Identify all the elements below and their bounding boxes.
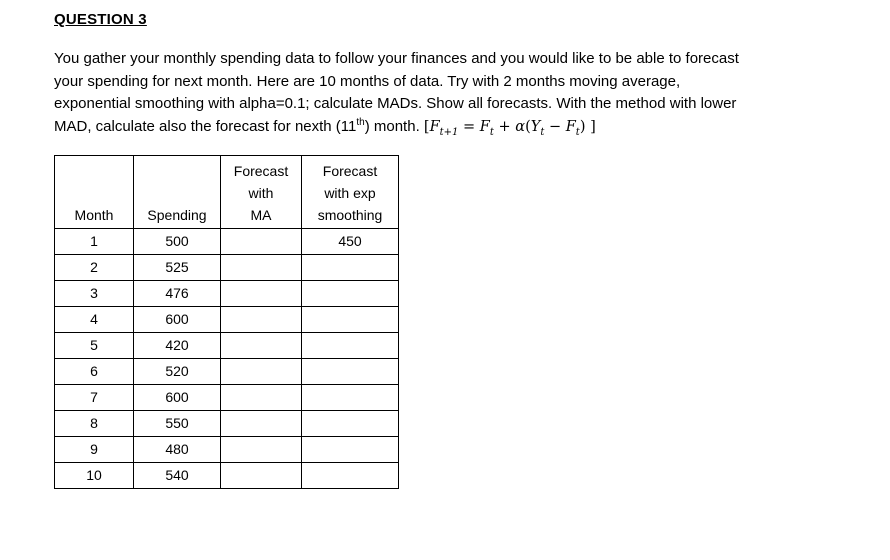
cell-spending: 600 bbox=[134, 307, 221, 333]
cell-month: 5 bbox=[55, 333, 134, 359]
cell-spending: 550 bbox=[134, 411, 221, 437]
cell-spending: 500 bbox=[134, 229, 221, 255]
cell-spending: 600 bbox=[134, 385, 221, 411]
cell-spending: 540 bbox=[134, 463, 221, 489]
question-line-1: You gather your monthly spending data to follow your finances and you would like to be able to forecast bbox=[54, 50, 739, 67]
cell-exp bbox=[302, 463, 399, 489]
cell-month: 10 bbox=[55, 463, 134, 489]
table-row bbox=[55, 333, 399, 359]
cell-month: 1 bbox=[55, 229, 134, 255]
cell-spending: 420 bbox=[134, 333, 221, 359]
cell-exp bbox=[302, 255, 399, 281]
question-text bbox=[54, 48, 844, 138]
cell-exp bbox=[302, 281, 399, 307]
table-row bbox=[55, 437, 399, 463]
cell-ma bbox=[221, 333, 302, 359]
table-row bbox=[55, 411, 399, 437]
table-row bbox=[55, 359, 399, 385]
question-line-4 bbox=[54, 116, 844, 139]
question-line-2: your spending for next month. Here are 10 months of data. Try with 2 months moving average, bbox=[54, 72, 681, 90]
cell-ma bbox=[221, 307, 302, 333]
cell-month: 9 bbox=[55, 437, 134, 463]
cell-month: 2 bbox=[55, 255, 134, 281]
table-body bbox=[55, 229, 399, 489]
cell-spending: 476 bbox=[134, 281, 221, 307]
cell-spending: 480 bbox=[134, 437, 221, 463]
cell-exp bbox=[302, 411, 399, 437]
question-line-3: exponential smoothing with alpha=0.1; calculate MADs. Show all forecasts. With the method with lower bbox=[54, 95, 737, 112]
table-row bbox=[55, 255, 399, 281]
table-row bbox=[55, 281, 399, 307]
cell-exp bbox=[302, 385, 399, 411]
cell-month: 6 bbox=[55, 359, 134, 385]
cell-spending: 520 bbox=[134, 359, 221, 385]
spending-table bbox=[54, 155, 399, 489]
ordinal-suffix: th bbox=[356, 116, 365, 128]
cell-ma bbox=[221, 385, 302, 411]
table-row bbox=[55, 307, 399, 333]
cell-ma bbox=[221, 281, 302, 307]
cell-exp bbox=[302, 359, 399, 385]
line4-suffix: ) month. bbox=[364, 117, 420, 135]
cell-month: 7 bbox=[55, 385, 134, 411]
header-forecast-ma: Forecast with MA bbox=[221, 156, 302, 229]
cell-month: 4 bbox=[55, 307, 134, 333]
cell-exp bbox=[302, 307, 399, 333]
cell-month: 3 bbox=[55, 281, 134, 307]
table-header-row bbox=[55, 156, 399, 229]
cell-ma bbox=[221, 411, 302, 437]
cell-month: 8 bbox=[55, 411, 134, 437]
cell-ma bbox=[221, 463, 302, 489]
line4-prefix: MAD, calculate also the forecast for nexth (11 bbox=[54, 117, 357, 135]
cell-spending: 525 bbox=[134, 255, 221, 281]
cell-ma bbox=[221, 359, 302, 385]
header-month: Month bbox=[55, 156, 134, 229]
cell-exp: 450 bbox=[302, 229, 399, 255]
cell-ma bbox=[221, 229, 302, 255]
cell-exp bbox=[302, 437, 399, 463]
cell-exp bbox=[302, 333, 399, 359]
question-heading: QUESTION 3 bbox=[54, 11, 147, 28]
table-row bbox=[55, 385, 399, 411]
cell-ma bbox=[221, 437, 302, 463]
header-spending: Spending bbox=[134, 156, 221, 229]
table-row bbox=[55, 229, 399, 255]
table-row bbox=[55, 463, 399, 489]
header-forecast-exp: Forecast with exp smoothing bbox=[302, 156, 399, 229]
formula: [$F_{t+1} = F_t + \alpha(Y_t - F_t)$ ] bbox=[423, 118, 596, 138]
cell-ma bbox=[221, 255, 302, 281]
